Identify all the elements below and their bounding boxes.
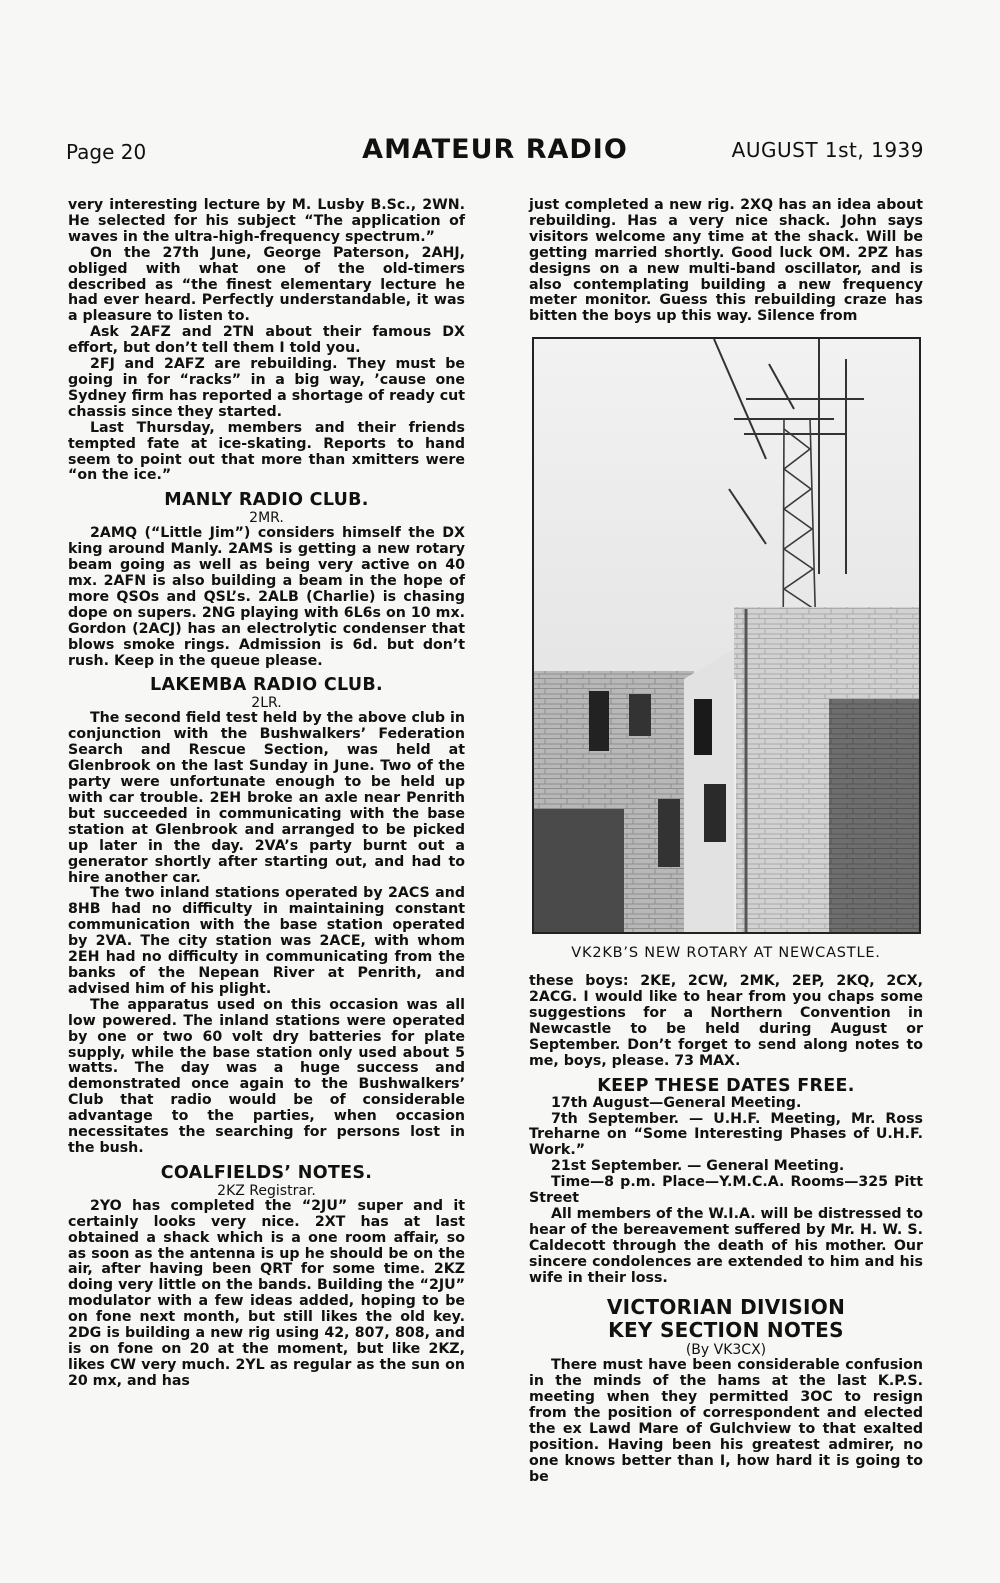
section-heading-coalfields: COALFIELDS’ NOTES.: [160, 1162, 373, 1183]
date-item: 17th August—General Meeting.: [551, 1094, 802, 1111]
date-item: Time—8 p.m. Place—Y.M.C.A. Rooms—325 Pitt Street: [529, 1174, 923, 1207]
page-header: [66, 134, 924, 168]
magazine-title: AMATEUR RADIO: [362, 134, 628, 165]
photo-caption: VK2KB’S NEW ROTARY AT NEWCASTLE.: [571, 945, 881, 962]
paragraph: these boys: 2KE, 2CW, 2MK, 2EP, 2KQ, 2CX, 2ACG. I would like to hear from you chaps some suggestions for a Northern Convention in Newcastle to be held during August or September. Don’t forget to send along notes to me, boys, please. 73 MAX.: [529, 973, 923, 1069]
section-heading-victorian: VICTORIAN DIVISION: [606, 1295, 846, 1320]
section-subheading: 2KZ Registrar.: [217, 1182, 316, 1199]
section-heading-dates: KEEP THESE DATES FREE.: [597, 1075, 855, 1096]
section-subheading: 2MR.: [249, 510, 284, 527]
paragraph: The second field test held by the above club in conjunction with the Bushwalkers’ Federation Search and Rescue Section, was held at Glenbrook on the last Sunday in June. Two of the party were unfortunate enough to be held up with car trouble. 2EH broke an axle near Penrith but succeeded in communicating with the base station at Glenbrook and arranged to be picked up later in the day. 2VA’s party burnt out a generator shortly after starting out, and had to hire another car.: [68, 710, 465, 886]
paragraph: 2AMQ (“Little Jim”) considers himself the DX king around Manly. 2AMS is getting a new rotary beam going as well as being very active on 40 mx. 2AFN is also building a beam in the hope of more QSOs and QSL’s. 2ALB (Charlie) is chasing dope on supers. 2NG playing with 6L6s on 10 mx. Gordon (2ACJ) has an electrolytic condenser that blows smoke rings. Admission is 6d. but don’t rush. Keep in the queue please.: [68, 525, 465, 669]
section-heading-key-section: KEY SECTION NOTES: [608, 1318, 844, 1343]
paragraph: All members of the W.I.A. will be distressed to hear of the bereavement suffered by Mr. H. W. S. Caldecott through the death of his mother. Our sincere condolences are extended to him and his wife in their loss.: [529, 1205, 923, 1286]
paragraph: 2FJ and 2AFZ are rebuilding. They must be going in for “racks” in a big way, ’cause one Sydney firm has reported a shortage of ready cut chassis since they started.: [68, 356, 465, 420]
issue-date: AUGUST 1st, 1939: [731, 138, 924, 162]
section-subheading: (By VK3CX): [685, 1342, 767, 1359]
section-heading-manly: MANLY RADIO CLUB.: [164, 490, 369, 511]
rotary-antenna-photo: [532, 337, 921, 934]
date-item: 21st September. — General Meeting.: [551, 1158, 845, 1175]
paragraph: The apparatus used on this occasion was all low powered. The inland stations were operated by one or two 60 volt dry batteries for plate supply, while the base station only used about 5 watts. The day was a huge success and demonstrated once again to the Bushwalkers’ Club that radio would be of considerable advantage to the parties, when occasion necessitates the searching for persons lost in the bush.: [68, 996, 465, 1156]
paragraph: The two inland stations operated by 2ACS and 8HB had no difficulty in maintaining constant communication with the base station operated by 2VA. The city station was 2ACE, with whom 2EH had no difficulty in communicating from the banks of the Nepean River at Penrith, and advised him of his plight.: [68, 885, 465, 997]
left-column: [68, 198, 465, 1390]
paragraph: On the 27th June, George Paterson, 2AHJ, obliged with what one of the old-timers described as “the finest elementary lecture he had ever heard. Perfectly understandable, it was a pleasure to listen to.: [68, 244, 465, 325]
paragraph: 2YO has completed the “2JU” super and it certainly looks very nice. 2XT has at last obtained a shack which is a one room affair, so as soon as the antenna is up he should be on the air, after having been QRT for some time. 2KZ doing very little on the bands. Building the “2JU” modulator with a few ideas added, hoping to be on fone next month, but still likes the old key. 2DG is building a new rig using 42, 807, 808, and is on fone on 20 at the moment, but like 2KZ, likes CW very much. 2YL as regular as the sun on 20 mx, and has: [68, 1197, 465, 1389]
paragraph: Ask 2AFZ and 2TN about their famous DX effort, but don’t tell them I told you.: [68, 324, 465, 357]
section-subheading: 2LR.: [251, 695, 282, 712]
date-item: 7th September. — U.H.F. Meeting, Mr. Ross Treharne on “Some Interesting Phases of U.H.F. Work.”: [529, 1110, 923, 1159]
photo-illustration: [534, 339, 919, 932]
section-heading-lakemba: LAKEMBA RADIO CLUB.: [150, 675, 383, 696]
page-number: Page 20: [66, 140, 147, 164]
paragraph: There must have been considerable confusion in the minds of the hams at the last K.P.S. meeting when they permitted 3OC to resign from the position of correspondent and elected the ex Lawd Mare of Gulchview to that exalted position. Having been his greatest admirer, no one knows better than I, how hard it is going to be: [529, 1357, 923, 1485]
paragraph: Last Thursday, members and their friends tempted fate at ice-skating. Reports to hand seem to point out that more than xmitters were “on the ice.”: [68, 419, 465, 484]
paragraph: just completed a new rig. 2XQ has an idea about rebuilding. Has a very nice shack. John says visitors welcome any time at the shack. Will be getting married shortly. Good luck OM. 2PZ has designs on a new multi-band oscillator, and is also contemplating building a new frequency meter monitor. Guess this rebuilding craze has bitten the boys up this way. Silence from: [529, 197, 923, 325]
right-column: [529, 198, 923, 1486]
paragraph: very interesting lecture by M. Lusby B.Sc., 2WN. He selected for his subject “The application of waves in the ultra-high-frequency spectrum.”: [68, 197, 465, 245]
